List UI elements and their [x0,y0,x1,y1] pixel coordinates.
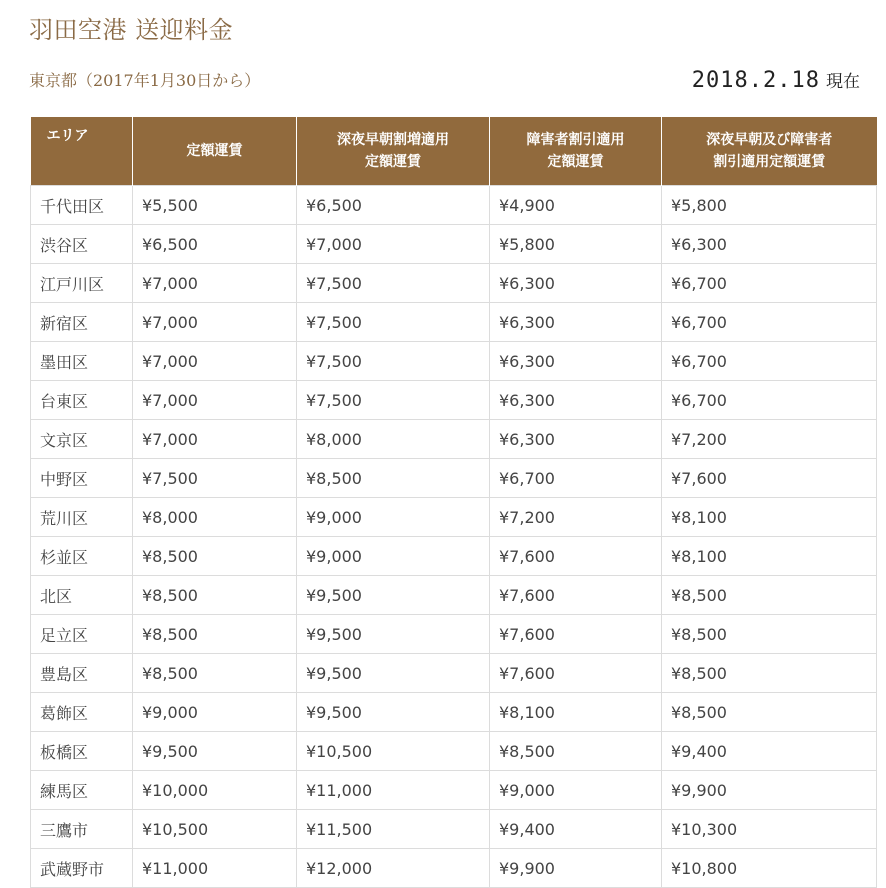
fare-cell: ¥9,900 [662,771,877,810]
fare-cell: ¥7,600 [490,615,662,654]
fare-cell: ¥7,000 [133,342,297,381]
table-row [31,771,877,810]
fare-cell: ¥8,500 [662,693,877,732]
table-row [31,459,877,498]
table-body [31,186,877,888]
table-row [31,264,877,303]
area-cell: 渋谷区 [31,225,133,264]
fare-cell: ¥7,000 [133,420,297,459]
fare-cell: ¥8,500 [133,615,297,654]
fare-cell: ¥6,300 [662,225,877,264]
fare-cell: ¥7,600 [662,459,877,498]
fare-cell: ¥8,100 [662,498,877,537]
fare-cell: ¥6,300 [490,420,662,459]
area-cell: 足立区 [31,615,133,654]
column-header: 深夜早朝及び障害者 割引適用定額運賃 [662,117,877,186]
table-row [31,303,877,342]
fare-cell: ¥7,500 [297,264,490,303]
fare-cell: ¥8,500 [490,732,662,771]
page-title: 羽田空港 送迎料金 [29,16,234,44]
as-of-date: 2018.2.18 [691,68,820,93]
column-header: 深夜早朝割増適用 定額運賃 [297,117,490,186]
table-row [31,420,877,459]
fare-cell: ¥4,900 [490,186,662,225]
fare-cell: ¥9,000 [297,537,490,576]
table-row [31,654,877,693]
fare-cell: ¥9,400 [490,810,662,849]
fare-cell: ¥5,800 [490,225,662,264]
area-cell: 江戸川区 [31,264,133,303]
fare-cell: ¥8,500 [133,654,297,693]
fare-table [30,117,877,888]
area-cell: 千代田区 [31,186,133,225]
area-cell: 墨田区 [31,342,133,381]
fare-cell: ¥7,500 [297,303,490,342]
table-row [31,537,877,576]
fare-cell: ¥9,500 [133,732,297,771]
fare-cell: ¥6,300 [490,303,662,342]
area-cell: 葛飾区 [31,693,133,732]
fare-cell: ¥9,400 [662,732,877,771]
area-cell: 中野区 [31,459,133,498]
fare-cell: ¥7,000 [133,381,297,420]
fare-cell: ¥6,700 [490,459,662,498]
fare-cell: ¥8,100 [662,537,877,576]
table-header-row [31,117,877,186]
fare-cell: ¥6,500 [297,186,490,225]
table-row [31,225,877,264]
fare-cell: ¥9,900 [490,849,662,888]
fare-cell: ¥9,000 [490,771,662,810]
fare-cell: ¥7,000 [133,264,297,303]
fare-cell: ¥9,000 [133,693,297,732]
fare-cell: ¥6,700 [662,342,877,381]
fare-cell: ¥8,500 [133,576,297,615]
table-row [31,849,877,888]
fare-cell: ¥12,000 [297,849,490,888]
fare-cell: ¥6,300 [490,381,662,420]
fare-cell: ¥7,200 [662,420,877,459]
fare-cell: ¥6,700 [662,303,877,342]
fare-cell: ¥8,500 [662,654,877,693]
column-header: 障害者割引適用 定額運賃 [490,117,662,186]
fare-cell: ¥7,600 [490,537,662,576]
fare-cell: ¥7,600 [490,576,662,615]
fare-cell: ¥10,500 [297,732,490,771]
area-cell: 新宿区 [31,303,133,342]
area-cell: 板橋区 [31,732,133,771]
fare-cell: ¥7,500 [133,459,297,498]
fare-cell: ¥7,500 [297,342,490,381]
table-row [31,381,877,420]
fare-cell: ¥6,300 [490,264,662,303]
as-of-date-label [692,67,860,93]
fare-cell: ¥7,000 [133,303,297,342]
table-row [31,186,877,225]
fare-cell: ¥8,500 [133,537,297,576]
table-row [31,810,877,849]
area-cell: 豊島区 [31,654,133,693]
fare-cell: ¥5,800 [662,186,877,225]
fare-cell: ¥6,700 [662,264,877,303]
fare-cell: ¥11,000 [133,849,297,888]
fare-cell: ¥7,000 [297,225,490,264]
fare-cell: ¥9,000 [297,498,490,537]
fare-cell: ¥8,100 [490,693,662,732]
page-subtitle: 東京都（2017年1月30日から） [29,71,261,90]
fare-cell: ¥9,500 [297,576,490,615]
fare-cell: ¥10,800 [662,849,877,888]
table-row [31,615,877,654]
fare-cell: ¥6,700 [662,381,877,420]
fare-cell: ¥5,500 [133,186,297,225]
area-cell: 武蔵野市 [31,849,133,888]
table-row [31,732,877,771]
table-row [31,342,877,381]
fare-cell: ¥10,000 [133,771,297,810]
fare-cell: ¥7,200 [490,498,662,537]
column-header: 定額運賃 [133,117,297,186]
area-cell: 北区 [31,576,133,615]
fare-cell: ¥8,500 [297,459,490,498]
fare-cell: ¥9,500 [297,693,490,732]
fare-cell: ¥6,500 [133,225,297,264]
fare-cell: ¥10,500 [133,810,297,849]
fare-cell: ¥11,000 [297,771,490,810]
area-cell: 文京区 [31,420,133,459]
fare-cell: ¥10,300 [662,810,877,849]
fare-cell: ¥6,300 [490,342,662,381]
table-row [31,576,877,615]
as-of-suffix: 現在 [826,72,860,92]
fare-cell: ¥8,000 [297,420,490,459]
fare-cell: ¥8,000 [133,498,297,537]
fare-cell: ¥8,500 [662,615,877,654]
table-row [31,693,877,732]
table-row [31,498,877,537]
area-cell: 杉並区 [31,537,133,576]
fare-cell: ¥9,500 [297,654,490,693]
area-cell: 台東区 [31,381,133,420]
column-header: エリア [31,117,133,186]
fare-cell: ¥8,500 [662,576,877,615]
area-cell: 三鷹市 [31,810,133,849]
area-cell: 練馬区 [31,771,133,810]
fare-cell: ¥7,500 [297,381,490,420]
fare-cell: ¥11,500 [297,810,490,849]
area-cell: 荒川区 [31,498,133,537]
fare-cell: ¥9,500 [297,615,490,654]
fare-cell: ¥7,600 [490,654,662,693]
